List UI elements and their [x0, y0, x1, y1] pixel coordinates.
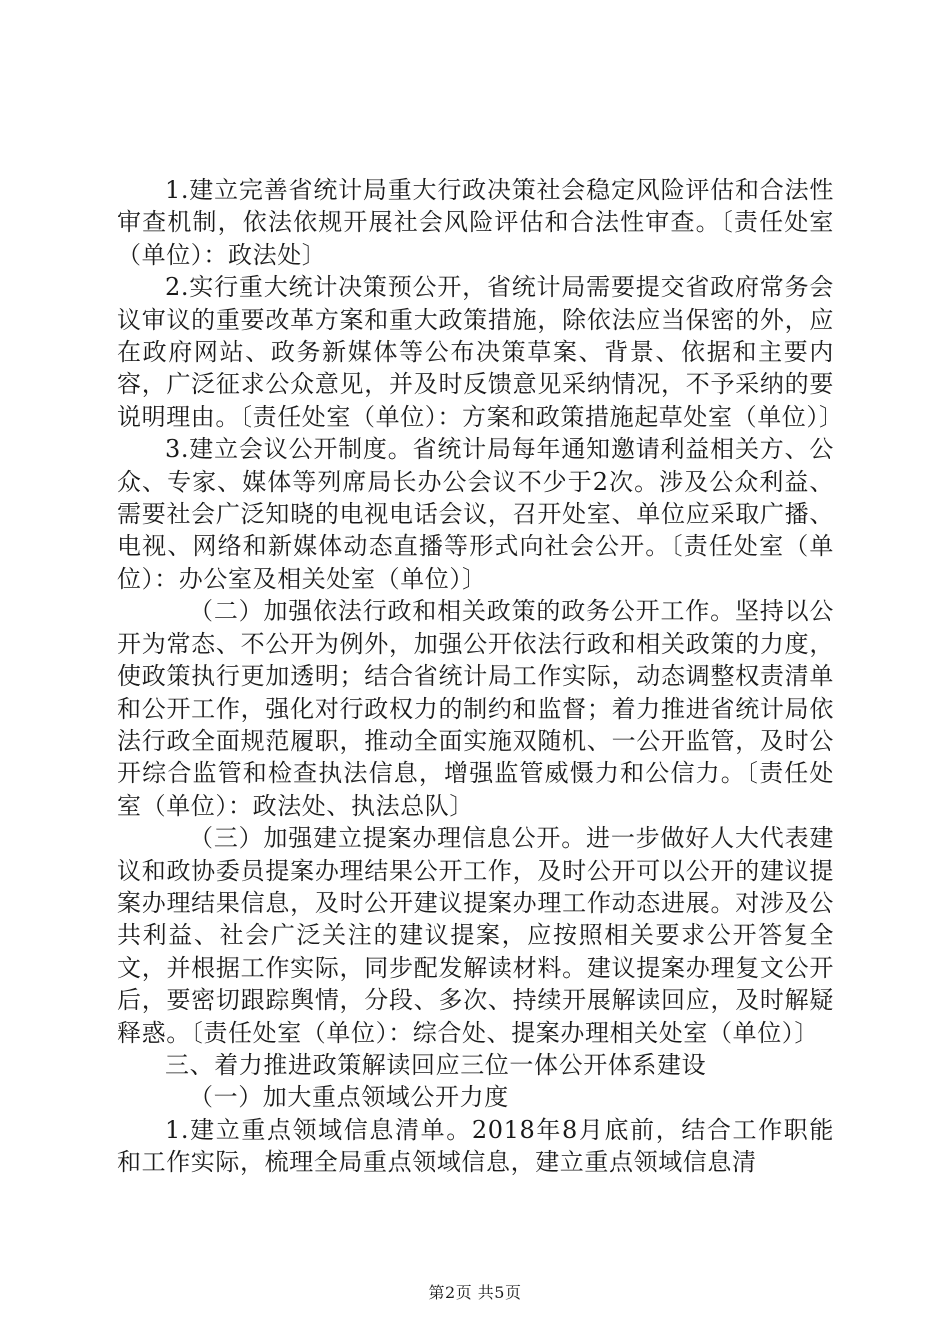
paragraph-risk-assessment: 1.建立完善省统计局重大行政决策社会稳定风险评估和合法性审查机制，依法依规开展社会风险评估和合法性审查。〔责任处室（单位）：政法处〕 — [117, 176, 834, 269]
document-body — [117, 174, 844, 1179]
subheading-key-areas: （一）加大重点领域公开力度 — [189, 1083, 509, 1112]
paragraph-decision-preview: 2.实行重大统计决策预公开，省统计局需要提交省政府常务会议审议的重要改革方案和重大政策措施，除依法应当保密的外，应在政府网站、政务新媒体等公布决策草案、背景、依据和主要内容，广泛征求公众意见，并及时反馈意见采纳情况，不予采纳的要说明理由。〔责任处室（单位）：方案和政策措施起草处室（单位）〕 — [117, 273, 844, 431]
paragraph-section-three: （三）加强建立提案办理信息公开。进一步做好人大代表建议和政协委员提案办理结果公开工作，及时公开可以公开的建议提案办理结果信息，及时公开建议提案办理工作动态进展。对涉及公共利益、社会广泛关注的建议提案，应按照相关要求公开答复全文，并根据工作实际，同步配发解读材料。建议提案办理复文公开后，要密切跟踪舆情，分段、多次、持续开展解读回应，及时解疑释惑。〔责任处室（单位）：综合处、提案办理相关处室（单位）〕 — [117, 824, 834, 1047]
paragraph-section-two: （二）加强依法行政和相关政策的政务公开工作。坚持以公开为常态、不公开为例外，加强公开依法行政和相关政策的力度，使政策执行更加透明；结合省统计局工作实际，动态调整权责清单和公开工作，强化对行政权力的制约和监督；着力推进省统计局依法行政全面规范履职，推动全面实施双随机、一公开监管，及时公开综合监管和检查执法信息，增强监管威慑力和公信力。〔责任处室（单位）：政法处、执法总队〕 — [117, 597, 834, 820]
paragraph-meeting-openness: 3.建立会议公开制度。省统计局每年通知邀请利益相关方、公众、专家、媒体等列席局长办公会议不少于2次。涉及公众利益、需要社会广泛知晓的电视电话会议，召开处室、单位应采取广播、电视、网络和新媒体动态直播等形式向社会公开。〔责任处室（单位）：办公室及相关处室（单位）〕 — [117, 435, 834, 593]
heading-part-three: 三、着力推进政策解读回应三位一体公开体系建设 — [165, 1050, 707, 1079]
paragraph-key-area-list: 1.建立重点领域信息清单。2018年8月底前，结合工作职能和工作实际，梳理全局重点领域信息，建立重点领域信息清 — [117, 1115, 834, 1177]
page-number-footer: 第2页 共5页 — [428, 1283, 522, 1302]
